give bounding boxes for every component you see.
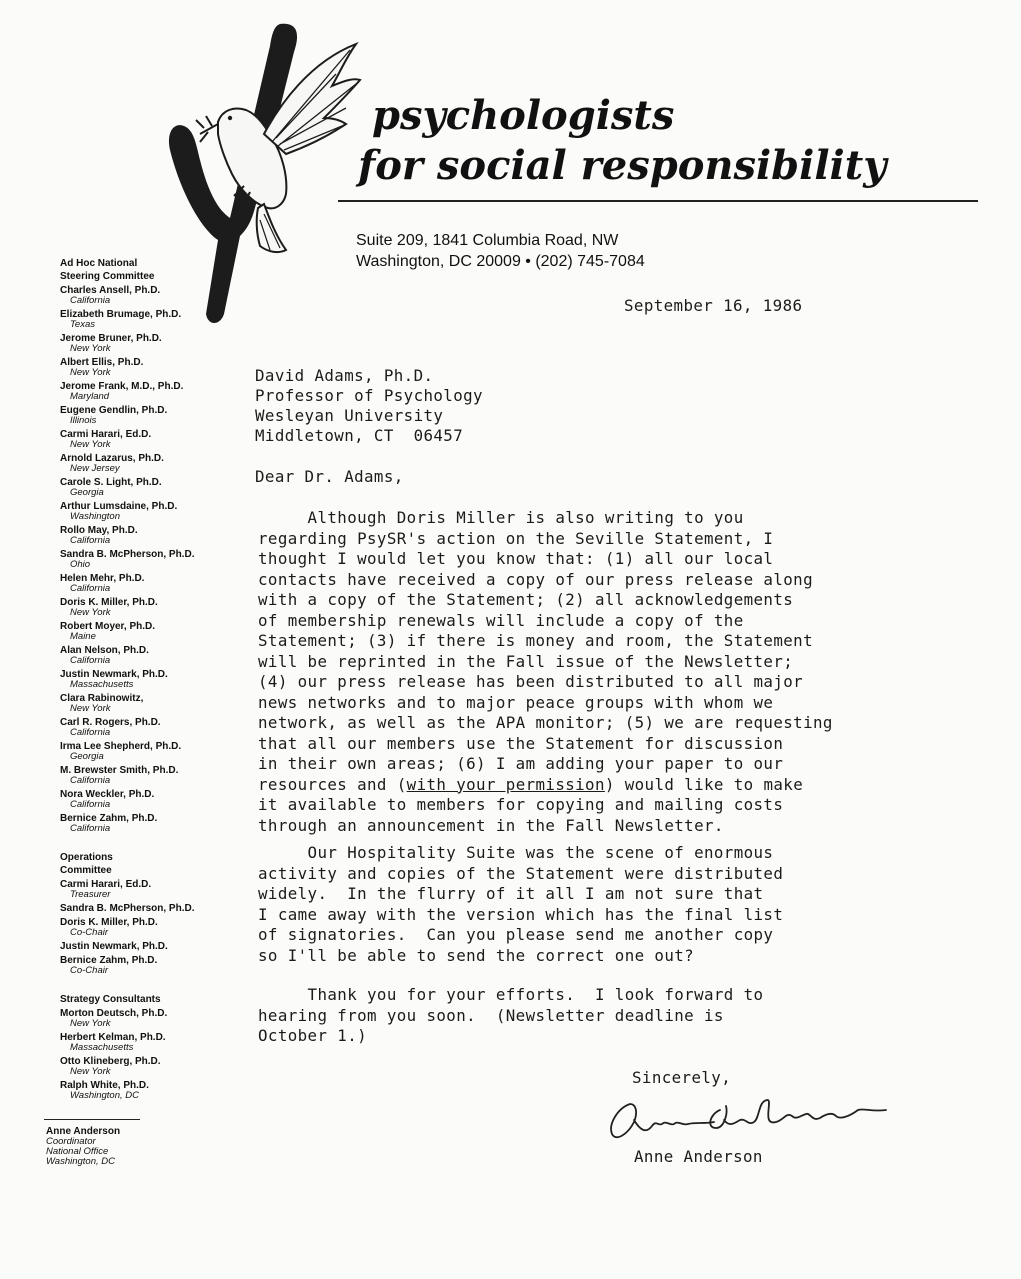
member-entry <box>60 879 214 900</box>
member-entry <box>60 903 214 914</box>
member-location: Washington <box>70 511 120 522</box>
member-location: New York <box>70 439 111 450</box>
member-name: Carole S. Light, Ph.D. <box>60 477 162 488</box>
member-entry <box>60 645 214 666</box>
member-name: Charles Ansell, Ph.D. <box>60 285 161 296</box>
member-entry <box>60 741 214 762</box>
org-name-line1: psychologists <box>372 92 675 139</box>
member-location: California <box>70 295 111 306</box>
member-location: New Jersey <box>70 463 120 474</box>
steering-member-list <box>44 285 214 834</box>
member-name: Doris K. Miller, Ph.D. <box>60 917 158 928</box>
member-location: Maryland <box>70 391 110 402</box>
member-entry <box>60 429 214 450</box>
member-location: California <box>70 583 111 594</box>
member-entry <box>60 357 214 378</box>
member-location: Georgia <box>70 487 104 498</box>
member-name: Elizabeth Brumage, Ph.D. <box>60 309 182 320</box>
letter-date: September 16, 1986 <box>624 296 803 315</box>
member-location: New York <box>70 703 111 714</box>
member-name: Jerome Bruner, Ph.D. <box>60 333 162 344</box>
member-location: Treasurer <box>70 889 111 900</box>
member-location: Texas <box>70 319 95 330</box>
member-location: Maine <box>70 631 96 642</box>
member-location: California <box>70 823 111 834</box>
member-entry <box>60 813 214 834</box>
address-line2: Washington, DC 20009 • (202) 745-7084 <box>356 253 645 270</box>
operations-heading-2: Committee <box>60 865 112 876</box>
member-location: Illinois <box>70 415 97 426</box>
member-name: Irma Lee Shepherd, Ph.D. <box>60 741 182 752</box>
paragraph-1-part-a: Although Doris Miller is also writing to you regarding PsySR's action on the Seville Statement, I thought I would let you know that: (1) all our local contacts have received a copy of our press release along with a copy of the Statement; (2) all acknowledgements of membership renewals will include a copy of the Statement; (3) if there is money and room, the Statement will be reprinted in the Fall issue of the Newsletter; (4) our press release has been distributed to all major news networks and to major peace groups with whom we network, as well as the APA monitor; (5) we are requesting that all our members use the Statement for discussion in their own areas; (6) I am adding your paper to our resources and ( <box>258 508 833 794</box>
member-name: Carmi Harari, Ed.D. <box>60 429 152 440</box>
member-location: Ohio <box>70 559 91 570</box>
member-name: Carmi Harari, Ed.D. <box>60 879 152 890</box>
operations-member-list <box>44 879 214 976</box>
member-entry <box>60 1008 214 1029</box>
member-name: Bernice Zahm, Ph.D. <box>60 955 158 966</box>
coordinator-block <box>44 1126 214 1167</box>
coordinator-location: Washington, DC <box>46 1156 115 1167</box>
member-entry <box>60 573 214 594</box>
steering-heading-2: Steering Committee <box>60 271 155 282</box>
member-entry <box>60 477 214 498</box>
address-line1: Suite 209, 1841 Columbia Road, NW <box>356 232 619 249</box>
operations-heading-1: Operations <box>60 852 113 863</box>
coordinator-name: Anne Anderson <box>46 1126 121 1137</box>
member-name: Carl R. Rogers, Ph.D. <box>60 717 161 728</box>
steering-heading-1: Ad Hoc National <box>60 258 138 269</box>
org-name-line2: for social responsibility <box>358 142 887 189</box>
member-name: Jerome Frank, M.D., Ph.D. <box>60 381 184 392</box>
member-entry <box>60 453 214 474</box>
member-name: Arnold Lazarus, Ph.D. <box>60 453 164 464</box>
strategy-heading: Strategy Consultants <box>60 994 161 1005</box>
member-name: Justin Newmark, Ph.D. <box>60 941 168 952</box>
member-name: Sandra B. McPherson, Ph.D. <box>60 549 195 560</box>
member-entry <box>60 941 214 952</box>
member-entry <box>60 405 214 426</box>
signer-name: Anne Anderson <box>634 1147 763 1166</box>
member-location: New York <box>70 367 111 378</box>
paragraph-1-part-b: ) would like to make it available to members for copying and mailing costs through an announcement in the Fall Newsletter. <box>258 774 804 835</box>
coordinator-office: National Office <box>46 1146 109 1157</box>
member-entry <box>60 1056 214 1077</box>
letterhead-rule <box>338 200 978 202</box>
member-name: Albert Ellis, Ph.D. <box>60 357 144 368</box>
member-entry <box>60 669 214 690</box>
member-name: Alan Nelson, Ph.D. <box>60 645 149 656</box>
member-entry <box>60 501 214 522</box>
salutation: Dear Dr. Adams, <box>255 467 404 486</box>
member-entry <box>60 285 214 306</box>
member-name: Sandra B. McPherson, Ph.D. <box>60 903 195 914</box>
underlined-phrase: with your permission <box>406 774 605 794</box>
member-location: New York <box>70 1066 111 1077</box>
member-entry <box>60 381 214 402</box>
member-location: California <box>70 727 111 738</box>
operations-committee <box>44 852 214 976</box>
member-location: Co-Chair <box>70 965 109 976</box>
member-entry <box>60 333 214 354</box>
paragraph-1 <box>258 508 833 836</box>
member-entry <box>60 789 214 810</box>
member-entry <box>60 717 214 738</box>
member-name: Otto Klineberg, Ph.D. <box>60 1056 161 1067</box>
paragraph-3: Thank you for your efforts. I look forward to hearing from you soon. (Newsletter deadline is October 1.) <box>258 985 764 1045</box>
member-location: Co-Chair <box>70 927 109 938</box>
member-location: California <box>70 799 111 810</box>
member-location: California <box>70 655 111 666</box>
member-name: Robert Moyer, Ph.D. <box>60 621 156 632</box>
member-location: California <box>70 775 111 786</box>
member-name: Justin Newmark, Ph.D. <box>60 669 168 680</box>
member-location: Washington, DC <box>70 1090 139 1101</box>
member-name: Herbert Kelman, Ph.D. <box>60 1032 166 1043</box>
member-entry <box>60 309 214 330</box>
member-name: Clara Rabinowitz, <box>60 693 144 704</box>
member-entry <box>60 917 214 938</box>
member-location: Georgia <box>70 751 104 762</box>
member-name: Rollo May, Ph.D. <box>60 525 138 536</box>
handwritten-signature <box>600 1090 900 1146</box>
member-location: Massachusetts <box>70 679 134 690</box>
member-name: Morton Deutsch, Ph.D. <box>60 1008 168 1019</box>
coordinator-title: Coordinator <box>46 1136 96 1147</box>
committee-sidebar <box>44 258 214 1167</box>
member-location: California <box>70 535 111 546</box>
member-entry <box>60 1080 214 1101</box>
member-name: M. Brewster Smith, Ph.D. <box>60 765 179 776</box>
member-location: New York <box>70 343 111 354</box>
member-location: New York <box>70 1018 111 1029</box>
member-name: Eugene Gendlin, Ph.D. <box>60 405 168 416</box>
member-name: Doris K. Miller, Ph.D. <box>60 597 158 608</box>
steering-committee <box>44 258 214 834</box>
sidebar-rule <box>44 1119 140 1120</box>
recipient-address: David Adams, Ph.D. Professor of Psychology Wesleyan University Middletown, CT 06457 <box>255 366 483 445</box>
member-name: Helen Mehr, Ph.D. <box>60 573 145 584</box>
member-name: Ralph White, Ph.D. <box>60 1080 149 1091</box>
member-entry <box>60 765 214 786</box>
member-entry <box>60 549 214 570</box>
member-entry <box>60 597 214 618</box>
member-name: Nora Weckler, Ph.D. <box>60 789 155 800</box>
closing: Sincerely, <box>632 1068 732 1087</box>
member-location: New York <box>70 607 111 618</box>
member-entry <box>60 1032 214 1053</box>
member-entry <box>60 693 214 714</box>
strategy-consultants <box>44 994 214 1101</box>
member-location: Massachusetts <box>70 1042 134 1053</box>
member-name: Bernice Zahm, Ph.D. <box>60 813 158 824</box>
org-address <box>356 230 645 272</box>
member-entry <box>60 525 214 546</box>
member-entry <box>60 955 214 976</box>
member-name: Arthur Lumsdaine, Ph.D. <box>60 501 178 512</box>
strategy-member-list <box>44 1008 214 1101</box>
member-entry <box>60 621 214 642</box>
paragraph-2: Our Hospitality Suite was the scene of enormous activity and copies of the Statement were distributed widely. In the flurry of it all I am not sure that I came away with the version which has the final list of signatories. Can you please send me another copy so I'll be able to send the correct one out? <box>258 843 784 965</box>
